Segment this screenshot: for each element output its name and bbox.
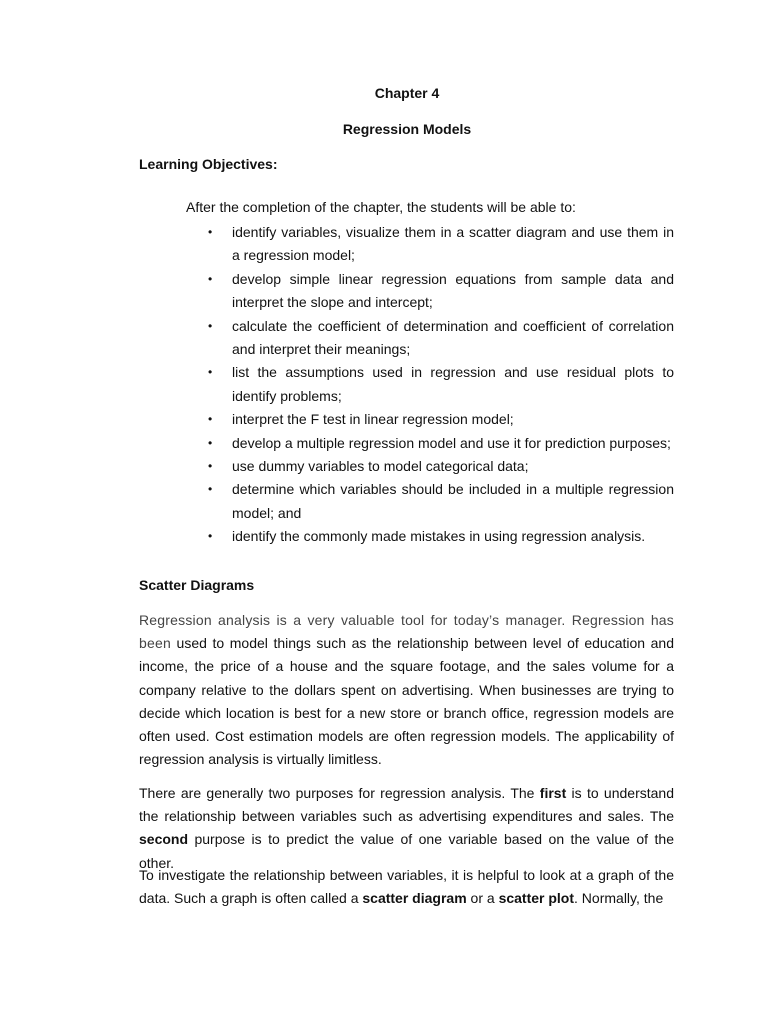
bullet-icon: • [208, 318, 213, 333]
bullet-icon: • [208, 459, 213, 474]
paragraph-text: or a [466, 890, 499, 907]
bullet-icon: • [208, 529, 213, 544]
list-item [186, 221, 674, 268]
bullet-icon: • [208, 412, 213, 427]
chapter-title: Regression Models [342, 121, 472, 137]
objectives-intro: After the completion of the chapter, the students will be able to: [186, 199, 576, 215]
paragraph-text: . Normally, the [574, 890, 664, 907]
paragraph-text: used to model things such as the relationship between level of education and income, the price of a house and the square footage, and the sales volume for a company relative to the dollars spent on advertising. When businesses are trying to decide which location is best for a new store or branch office, regression models are often used. Cost estimation models are often regression models. The applicability of regression analysis is virtually limitless. [139, 635, 675, 768]
paragraph-purposes [139, 782, 674, 875]
paragraph-text: There are generally two purposes for regression analysis. The [139, 785, 540, 801]
objective-text: use dummy variables to model categorical data; [232, 458, 529, 475]
bullet-icon: • [208, 225, 213, 239]
chapter-number: Chapter 4 [374, 85, 440, 101]
emphasis-second: second [139, 831, 189, 848]
objective-text: identify variables, visualize them in a scatter diagram and use them in a regression model; [232, 224, 674, 264]
objective-text: determine which variables should be included in a multiple regression model; and [232, 481, 674, 521]
list-item [186, 315, 674, 362]
paragraph-lead-text: Regression analysis is a very valuable tool for today’s manager. Regression has been [139, 612, 674, 652]
bullet-icon: • [208, 365, 213, 380]
paragraph-text: purpose is to predict the value of one variable based on the value of the other. [139, 831, 674, 871]
emphasis-scatter-diagram: scatter diagram [362, 890, 467, 907]
list-item [186, 268, 674, 315]
list-item [186, 455, 674, 478]
objectives-list [186, 221, 674, 549]
bullet-icon: • [208, 435, 213, 450]
paragraph-regression-intro [139, 609, 674, 771]
bullet-icon: • [208, 482, 213, 497]
list-item [186, 408, 674, 431]
list-item [186, 525, 674, 548]
paragraph-scatter-diagram [139, 864, 674, 910]
list-item [186, 432, 674, 455]
emphasis-first: first [539, 785, 567, 801]
scatter-diagrams-heading: Scatter Diagrams [139, 577, 255, 593]
objective-text: develop simple linear regression equations from sample data and interpret the slope and intercept; [232, 270, 674, 311]
objective-text: list the assumptions used in regression and use residual plots to identify problems; [232, 364, 674, 404]
objective-text: develop a multiple regression model and use it for prediction purposes; [232, 434, 671, 451]
learning-objectives-heading: Learning Objectives: [139, 156, 278, 172]
bullet-icon: • [208, 271, 213, 286]
paragraph-text: To investigate the relationship between variables, it is helpful to look at a graph of the data. Such a graph is often called a [139, 867, 674, 907]
paragraph-text: is to understand the relationship between variables such as advertising expenditures and sales. The [139, 785, 674, 825]
list-item [186, 361, 674, 408]
objective-text: interpret the F test in linear regression model; [232, 411, 514, 428]
list-item [186, 478, 674, 525]
objective-text: calculate the coefficient of determination and coefficient of correlation and interpret their meanings; [232, 317, 674, 358]
emphasis-scatter-plot: scatter plot [498, 890, 575, 907]
objective-text: identify the commonly made mistakes in using regression analysis. [232, 528, 646, 545]
